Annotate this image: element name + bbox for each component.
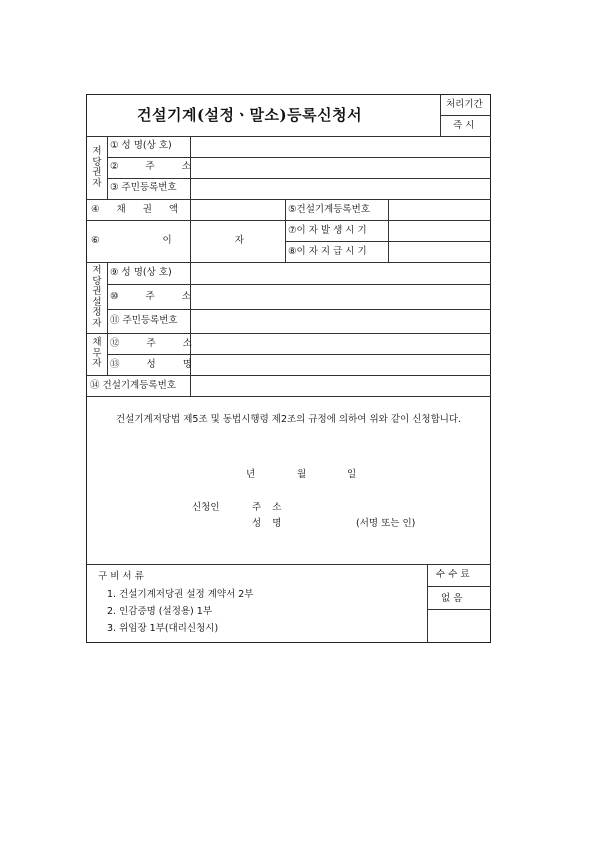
debtor-name-label: ⑬ 성 명 <box>110 359 192 370</box>
applicant-name-label: 성 명 <box>252 518 282 529</box>
signature-label: (서명 또는 인) <box>356 518 416 529</box>
mortgagor-address-label: ⑩ 주 소 <box>110 291 191 302</box>
date-day: 일 <box>347 469 357 480</box>
interest-label: ⑥ 이 자 <box>91 235 244 246</box>
form-title: 건설기계(설정ㆍ말소)등록신청서 <box>137 106 363 124</box>
interest-payment-label: ⑧이 자 지 급 시 기 <box>288 246 367 257</box>
construction-machine-reg-no-label: ⑭ 건설기계등록번호 <box>90 380 176 391</box>
applicant-address-label: 주 소 <box>252 502 282 513</box>
processing-period-value: 즉 시 <box>453 120 475 131</box>
mortgagee-address-label: ② 주 소 <box>110 161 191 172</box>
date-year: 년 <box>246 469 256 480</box>
required-documents-title: 구 비 서 류 <box>98 571 144 582</box>
claim-amount-label: ④ 채 권 액 <box>91 204 179 215</box>
date-month: 월 <box>297 469 307 480</box>
required-document-item: 1. 건설기계저당권 설정 계약서 2부 <box>107 589 254 600</box>
required-document-item: 3. 위임장 1부(대리신청시) <box>107 623 219 634</box>
applicant-label: 신청인 <box>192 502 220 513</box>
debtor-section-label: 채무자 <box>92 337 102 369</box>
mortgagor-section-label: 저당권설정자 <box>92 265 102 329</box>
mortgagee-id-label: ③ 주민등록번호 <box>110 182 177 193</box>
mortgagee-section-label: 저당권자 <box>92 146 102 189</box>
machine-reg-no-label: ⑤건설기계등록번호 <box>288 204 370 215</box>
fee-label: 수 수 료 <box>436 569 470 580</box>
debtor-address-label: ⑫ 주 소 <box>110 338 192 349</box>
required-document-item: 2. 인감증명 (설정용) 1부 <box>107 606 212 617</box>
interest-occurrence-label: ⑦이 자 발 생 시 기 <box>288 225 367 236</box>
application-statement: 건설기계저당법 제5조 및 동법시행령 제2조의 규정에 의하여 위와 같이 신청합니다. <box>116 414 462 425</box>
mortgagor-name-label: ⑨ 성 명(상 호) <box>110 267 172 278</box>
processing-period-label: 처리기간 <box>446 99 483 110</box>
fee-value: 없 음 <box>441 593 463 604</box>
mortgagee-name-label: ① 성 명(상 호) <box>110 140 172 151</box>
mortgagor-id-label: ⑪ 주민등록번호 <box>110 315 178 326</box>
